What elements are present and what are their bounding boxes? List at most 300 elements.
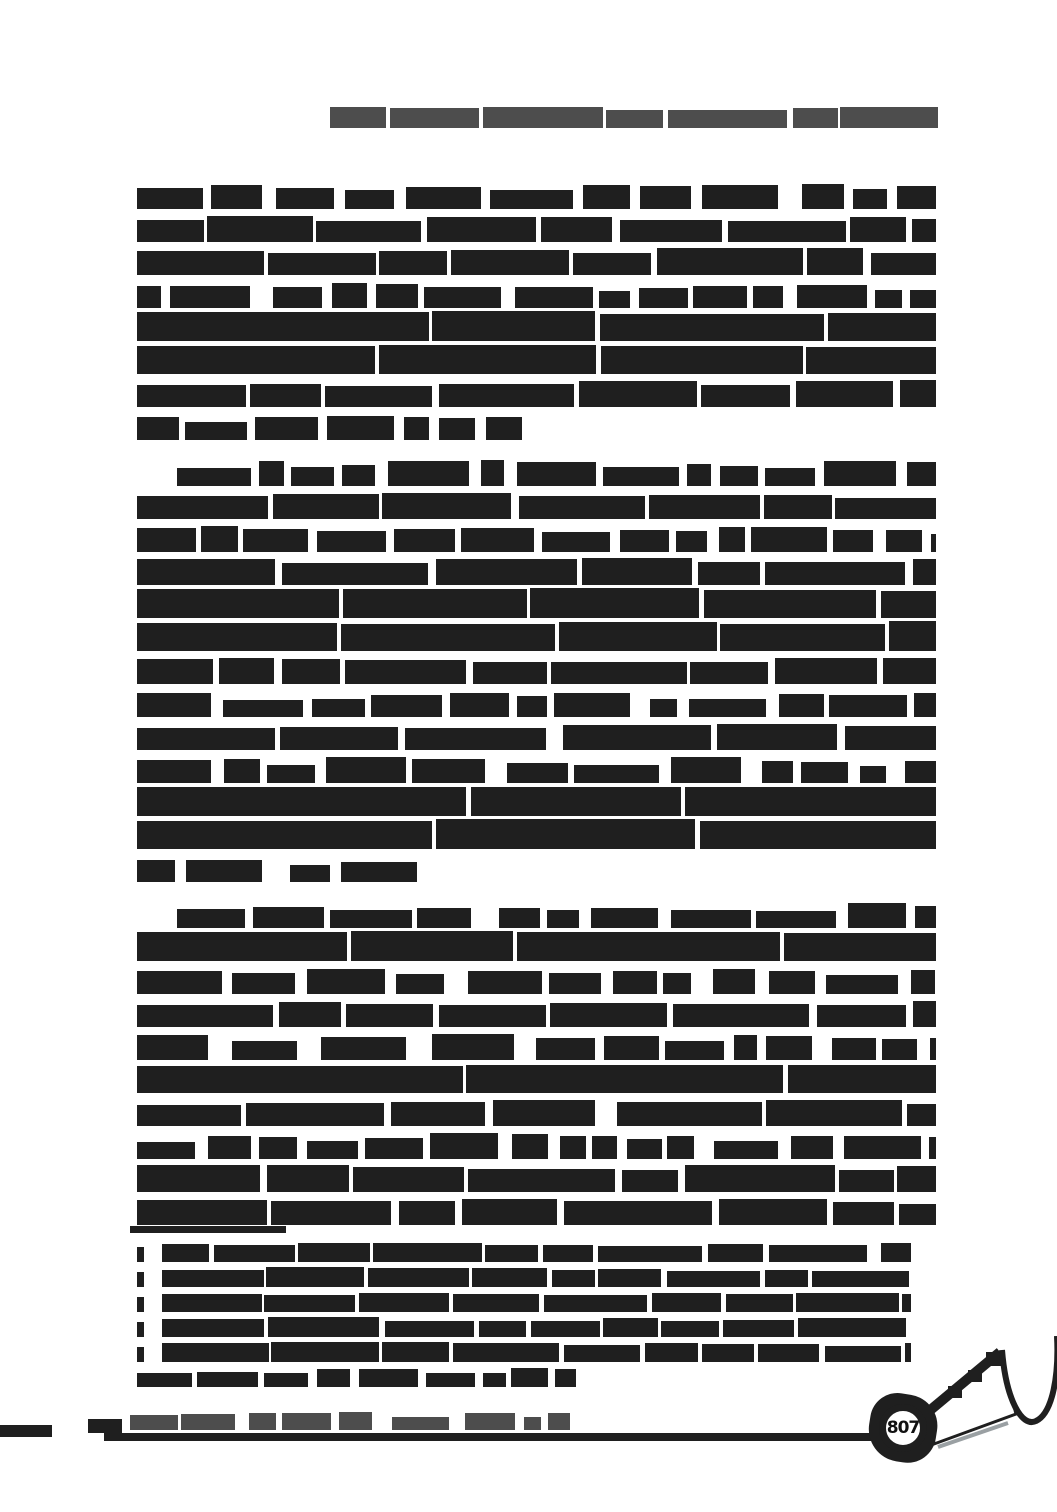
redacted-word [259, 1137, 297, 1159]
redacted-word [845, 726, 936, 750]
scroll-shadow [938, 1423, 1008, 1447]
redacted-word [471, 787, 681, 816]
redacted-word [468, 971, 541, 994]
redacted-word [657, 248, 804, 275]
redacted-word [267, 765, 315, 783]
redacted-word [728, 221, 847, 242]
redacted-word [507, 763, 568, 783]
redacted-word [649, 495, 760, 519]
redacted-word [359, 1369, 418, 1387]
redacted-word [881, 591, 936, 618]
redacted-word [765, 562, 905, 585]
redacted-word [137, 589, 339, 618]
redacted-word [353, 1167, 464, 1192]
redacted-text-line [137, 585, 936, 618]
redacted-word [282, 659, 340, 684]
redacted-word [583, 185, 629, 209]
redacted-word [137, 1105, 241, 1126]
redacted-word [137, 188, 203, 209]
scroll-step-1 [948, 1386, 962, 1398]
redacted-word [667, 1271, 760, 1287]
redacted-word [453, 1343, 559, 1362]
redacted-word [327, 416, 394, 440]
scroll-cone-top-edge [928, 1352, 1000, 1412]
footnote-number-marker [137, 1347, 144, 1362]
redacted-word [201, 526, 238, 552]
redacted-word [290, 865, 331, 882]
redacted-word [719, 1199, 827, 1226]
redacted-word [255, 417, 318, 440]
redacted-word [177, 909, 245, 928]
redacted-word [645, 1343, 698, 1362]
redacted-word [929, 1137, 936, 1159]
footnote-number-marker [137, 1322, 144, 1337]
redacted-word [875, 290, 903, 308]
redacted-word [246, 1103, 384, 1126]
redacted-word [137, 385, 246, 407]
redacted-word [137, 1373, 192, 1387]
redacted-word [543, 1245, 594, 1262]
redacted-word [162, 1319, 264, 1337]
redacted-text-line [137, 552, 936, 585]
redacted-word [515, 287, 594, 308]
redacted-word [430, 1133, 498, 1159]
redacted-word [439, 418, 475, 440]
redacted-word [317, 1369, 350, 1387]
redacted-word [137, 346, 375, 374]
redacted-word [801, 762, 848, 784]
redacted-word [931, 534, 936, 552]
redacted-word [839, 1170, 895, 1192]
redacted-word [326, 757, 406, 783]
redacted-word [282, 563, 428, 585]
redacted-word [450, 693, 509, 717]
scroll-step-3 [986, 1352, 1002, 1366]
redacted-word [560, 1136, 586, 1160]
redacted-word [764, 495, 832, 519]
redacted-word [137, 932, 347, 961]
redacted-word [853, 189, 887, 209]
redacted-text-line [137, 994, 936, 1027]
redacted-word [368, 1268, 469, 1287]
redacted-word [424, 287, 501, 309]
redacted-word [468, 1169, 615, 1193]
redacted-word [185, 422, 247, 440]
redacted-word [462, 1199, 557, 1225]
redacted-word [268, 1317, 380, 1337]
redacted-word [342, 465, 376, 486]
redacted-word [273, 494, 379, 519]
redacted-word [223, 700, 304, 717]
redacted-word [850, 217, 905, 242]
redacted-word [137, 559, 275, 585]
redacted-word [617, 1102, 762, 1126]
redacted-word [668, 110, 788, 128]
redacted-word [883, 658, 936, 684]
redacted-word [426, 1373, 475, 1387]
redacted-word [137, 1005, 273, 1027]
redacted-word [271, 1342, 379, 1362]
redacted-text-line [137, 618, 936, 651]
redacted-word [833, 1202, 893, 1225]
redacted-word [266, 1267, 363, 1287]
redacted-word [346, 1004, 433, 1027]
redacted-word [385, 1321, 475, 1338]
body-text-column [137, 176, 936, 1225]
redacted-word [840, 107, 938, 129]
redacted-word [826, 975, 897, 994]
redacted-word [882, 1039, 917, 1061]
redacted-word [461, 528, 534, 552]
redacted-word [788, 1065, 935, 1094]
redacted-word [550, 1003, 667, 1027]
redacted-word [907, 462, 936, 486]
redacted-word [582, 558, 692, 585]
redacted-word [451, 250, 570, 275]
redacted-word [784, 933, 936, 961]
redacted-word [279, 1002, 340, 1027]
redacted-word [298, 1243, 370, 1262]
redacted-word [766, 1036, 813, 1060]
redacted-word [591, 908, 658, 928]
redacted-word [833, 530, 873, 552]
redacted-word [871, 253, 936, 275]
redacted-word [137, 1035, 208, 1060]
redacted-word [665, 1041, 724, 1060]
redacted-word [517, 696, 547, 717]
redacted-word [564, 1201, 712, 1225]
redacted-word [676, 531, 707, 552]
redacted-word [271, 1201, 391, 1225]
redacted-word [250, 384, 320, 407]
redacted-word [689, 699, 766, 717]
redacted-word [564, 1345, 640, 1362]
redacted-word [832, 1038, 876, 1060]
redacted-word [775, 658, 876, 684]
redacted-word [162, 1294, 262, 1312]
redacted-word [391, 1102, 485, 1126]
redacted-word [137, 760, 211, 783]
redacted-word [481, 460, 505, 486]
redacted-word [473, 662, 547, 685]
redacted-word [702, 1344, 754, 1362]
paragraph-redacted [137, 176, 936, 440]
redacted-text-line [137, 1192, 936, 1225]
redacted-word [382, 1342, 449, 1362]
redacted-word [599, 291, 630, 308]
redacted-word [511, 1368, 548, 1388]
redacted-word [573, 253, 651, 275]
redacted-word [913, 1001, 936, 1027]
redacted-word [907, 1104, 936, 1126]
footnotes-column [137, 1237, 936, 1387]
redacted-word [687, 464, 711, 486]
redacted-word [345, 190, 394, 209]
redacted-word [563, 725, 711, 750]
redacted-word [902, 1294, 911, 1312]
redacted-word [726, 1294, 793, 1312]
paragraph-redacted [137, 895, 936, 1225]
redacted-word [701, 385, 790, 407]
redacted-word [910, 290, 936, 308]
redacted-word [137, 496, 268, 519]
redacted-word [717, 724, 837, 750]
redacted-word [137, 728, 275, 750]
redacted-word [486, 417, 523, 440]
redacted-word [432, 311, 595, 341]
redacted-word [574, 765, 659, 783]
redacted-word [627, 1139, 662, 1159]
redacted-word [390, 108, 479, 128]
redacted-word [835, 498, 936, 519]
redacted-word [436, 819, 695, 849]
redacted-word [197, 1372, 258, 1387]
redacted-text-line [137, 849, 417, 882]
redacted-word [899, 1204, 936, 1226]
redacted-word [723, 1320, 794, 1337]
redacted-word [517, 932, 780, 961]
redacted-word [137, 1165, 260, 1192]
redacted-word [259, 461, 284, 486]
redacted-word [493, 1100, 596, 1126]
redacted-word [881, 1243, 911, 1262]
redacted-word [912, 219, 936, 242]
redacted-word [137, 286, 161, 308]
redacted-word [490, 190, 573, 210]
redacted-word [848, 903, 906, 928]
redacted-word [860, 766, 886, 783]
redacted-word [479, 1321, 526, 1337]
redacted-word [598, 1269, 661, 1287]
redacted-word [264, 1373, 307, 1387]
footnote-number-marker [137, 1247, 144, 1262]
redacted-word [436, 559, 577, 585]
redacted-word [702, 185, 779, 209]
redacted-word [267, 1165, 349, 1192]
redacted-word [765, 1270, 808, 1287]
redacted-word [900, 380, 936, 407]
redacted-word [307, 969, 385, 994]
redacted-word [812, 1271, 910, 1287]
redacted-word [825, 1346, 901, 1362]
redacted-word [359, 1293, 449, 1312]
footnote-number-marker [137, 1297, 144, 1312]
redacted-word [530, 588, 699, 618]
redacted-word [137, 220, 204, 242]
page-number-badge [879, 1404, 927, 1452]
redacted-text-line [137, 1060, 936, 1093]
redacted-text-line [137, 176, 936, 209]
redacted-text-line [137, 717, 936, 750]
redacted-word [466, 1065, 783, 1093]
redacted-word [762, 761, 793, 783]
redacted-word [779, 694, 824, 717]
redacted-word [483, 1373, 505, 1387]
redacted-word [544, 1295, 648, 1312]
redacted-word [453, 1294, 540, 1312]
redacted-word [483, 107, 602, 128]
redacted-word [417, 908, 470, 928]
redacted-word [549, 973, 601, 994]
redacted-word [524, 1417, 541, 1430]
redacted-word [620, 220, 723, 242]
page-number: 807 [886, 1418, 920, 1438]
redacted-word [620, 530, 668, 552]
redacted-text-line [137, 961, 936, 994]
redacted-text-line [137, 1262, 911, 1287]
redacted-word [137, 1142, 195, 1159]
redacted-text-line [137, 1362, 576, 1387]
redacted-word [769, 1245, 867, 1262]
redacted-word [351, 931, 513, 961]
redacted-text-line [137, 1312, 911, 1337]
redacted-word [137, 971, 222, 994]
redacted-word [181, 1414, 234, 1430]
redacted-text-line [137, 816, 936, 849]
redacted-word [388, 461, 469, 486]
redacted-word [913, 559, 936, 586]
redacted-word [663, 973, 691, 994]
redacted-word [137, 312, 429, 341]
redacted-word [382, 493, 511, 519]
redacted-word [330, 107, 386, 128]
redacted-word [325, 386, 431, 407]
redacted-word [316, 221, 421, 242]
redacted-word [405, 728, 546, 751]
scroll-cone [930, 1353, 1016, 1444]
redacted-word [685, 787, 936, 816]
redacted-text-line [137, 407, 537, 440]
redacted-word [312, 699, 365, 717]
redacted-word [548, 1413, 570, 1430]
footer-caption-redacted [130, 1410, 574, 1430]
redacted-word [232, 1041, 297, 1060]
footnote-separator-rule [130, 1226, 286, 1233]
redacted-word [905, 761, 936, 783]
redacted-word [499, 908, 540, 928]
redacted-text-line [137, 651, 936, 684]
redacted-word [276, 188, 334, 209]
redacted-word [622, 1170, 678, 1193]
redacted-word [379, 251, 446, 276]
footer-rule-step-left [0, 1425, 52, 1437]
redacted-word [137, 1066, 463, 1093]
redacted-word [720, 624, 885, 651]
redacted-word [517, 462, 596, 486]
redacted-word [208, 1136, 251, 1160]
redacted-word [214, 1245, 295, 1262]
redacted-word [512, 1134, 549, 1159]
redacted-word [661, 1321, 720, 1337]
redacted-word [671, 910, 751, 928]
redacted-word [797, 285, 867, 308]
redacted-word [714, 1141, 778, 1159]
redacted-word [547, 910, 579, 928]
running-header-redacted [330, 106, 942, 128]
redacted-word [339, 1412, 372, 1430]
redacted-word [224, 759, 260, 783]
redacted-word [603, 467, 679, 487]
redacted-word [137, 251, 264, 276]
redacted-word [137, 528, 196, 552]
redacted-word [685, 1165, 835, 1192]
redacted-word [170, 286, 250, 308]
redacted-word [137, 821, 432, 849]
redacted-word [766, 1100, 903, 1126]
redacted-word [341, 862, 417, 882]
redacted-word [439, 384, 574, 407]
redacted-word [412, 759, 485, 783]
redacted-word [330, 910, 412, 928]
redacted-word [162, 1343, 269, 1362]
redacted-word [798, 1318, 907, 1337]
redacted-word [307, 1141, 358, 1159]
redacted-word [552, 1270, 595, 1287]
redacted-word [137, 693, 211, 717]
redacted-word [796, 381, 893, 407]
redacted-word [886, 530, 923, 552]
redacted-word [541, 217, 612, 242]
redacted-text-line [137, 275, 936, 308]
redacted-word [765, 468, 815, 486]
redacted-word [551, 662, 687, 684]
redacted-text-line [137, 783, 936, 816]
redacted-word [930, 1038, 936, 1060]
redacted-word [321, 1037, 406, 1060]
redacted-word [897, 186, 936, 210]
redacted-word [211, 185, 262, 209]
redacted-word [579, 381, 697, 407]
footer-rule-step-bump [88, 1419, 122, 1433]
footer-rule [104, 1433, 880, 1441]
redacted-word [371, 695, 442, 717]
redacted-word [207, 216, 313, 242]
redacted-word [162, 1270, 264, 1287]
redacted-word [137, 659, 213, 684]
redacted-word [914, 693, 936, 718]
redacted-word [698, 562, 761, 585]
redacted-text-line [137, 1159, 936, 1192]
redacted-word [824, 461, 896, 486]
redacted-word [137, 623, 337, 651]
redacted-word [232, 973, 295, 994]
redacted-text-line [137, 1093, 936, 1126]
redacted-word [472, 1268, 546, 1287]
redacted-word [829, 695, 907, 717]
redacted-word [396, 974, 444, 994]
redacted-word [379, 345, 596, 374]
redacted-word [734, 1035, 757, 1061]
scroll-curl [1002, 1336, 1057, 1422]
redacted-word [791, 1136, 833, 1160]
redacted-word [603, 1318, 658, 1337]
redacted-word [376, 284, 418, 308]
redacted-text-line [137, 1126, 936, 1159]
redacted-word [600, 314, 825, 342]
redacted-word [604, 1036, 659, 1060]
redacted-text-line [137, 519, 936, 552]
redacted-word [399, 1201, 455, 1225]
redacted-word [249, 1413, 276, 1431]
redacted-text-line [137, 486, 936, 519]
redacted-text-line [137, 308, 936, 341]
redacted-word [817, 1005, 906, 1027]
redacted-text-line [137, 341, 936, 374]
redacted-word [807, 248, 863, 275]
redacted-word [291, 467, 334, 486]
redacted-word [137, 787, 466, 816]
redacted-word [613, 971, 657, 994]
